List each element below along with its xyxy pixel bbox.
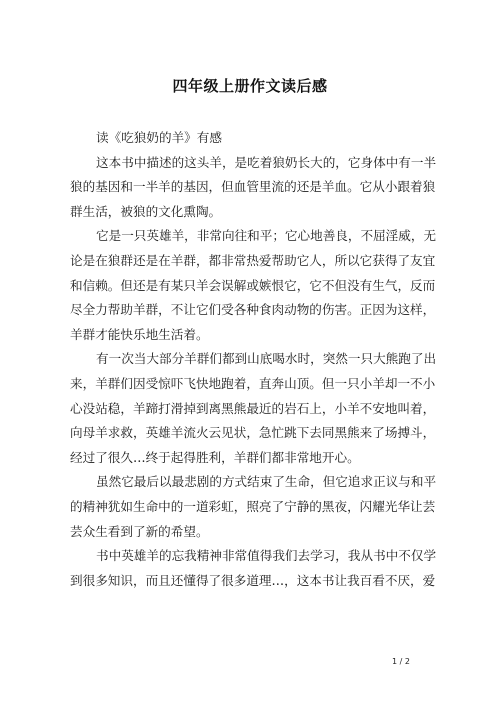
text-line: 它是一只英雄羊，非常向往和平；它心地善良，不屈淫威，无 (96, 228, 437, 244)
document-body (70, 126, 437, 593)
text-line: 论是在狼群还是在羊群，都非常热爱帮助它人，所以它获得了友宜 (70, 252, 436, 268)
text-line: 这本书中描述的这头羊，是吃着狼奶长大的，它身体中有一半 (96, 154, 437, 170)
text-line: 狼的基因和一半羊的基因，但血管里流的还是羊血。它从小跟着狼 (70, 179, 436, 195)
text-line: 芸众生看到了新的希望。 (70, 523, 209, 539)
page-number: 1 / 2 (392, 657, 410, 666)
text-line: 群生活，被狼的文化熏陶。 (70, 203, 222, 219)
text-line: 的精神犹如生命中的一道彩虹，照亮了宁静的黑夜，闪耀光华让芸 (70, 498, 436, 514)
text-line: 和信赖。但还是有某只羊会误解或嫉恨它，它不但没有生气，反而 (70, 277, 436, 293)
text-line: 书中英雄羊的忘我精神非常值得我们去学习，我从书中不仅学 (96, 548, 437, 564)
text-line: 尽全力帮助羊群，不让它们受各种食肉动物的伤害。正因为这样， (70, 302, 436, 318)
document-title: 四年级上册作文读后感 (172, 77, 328, 95)
text-line: 来，羊群们因受惊吓飞快地跑着，直奔山顶。但一只小羊却一不小 (70, 375, 436, 391)
text-line: 虽然它最后以最悲剧的方式结束了生命，但它追求正议与和平 (96, 474, 437, 490)
text-line: 羊群才能快乐地生活着。 (70, 326, 209, 342)
text-line: 有一次当大部分羊群们都到山底喝水时，突然一只大熊跑了出 (96, 351, 437, 367)
text-line: 向母羊求救，英雄羊流火云见状，急忙跳下去同黑熊来了场搏斗， (70, 425, 436, 441)
text-line: 到很多知识，而且还懂得了很多道理…，这本书让我百看不厌，爱 (70, 572, 436, 588)
text-line: 心没站稳，羊蹄打滑掉到离黑熊最近的岩石上，小羊不安地叫着， (70, 400, 436, 416)
text-line: 经过了很久…终于起得胜利，羊群们都非常地开心。 (70, 449, 360, 465)
text-line: 读《吃狼奶的羊》有感 (96, 130, 222, 145)
